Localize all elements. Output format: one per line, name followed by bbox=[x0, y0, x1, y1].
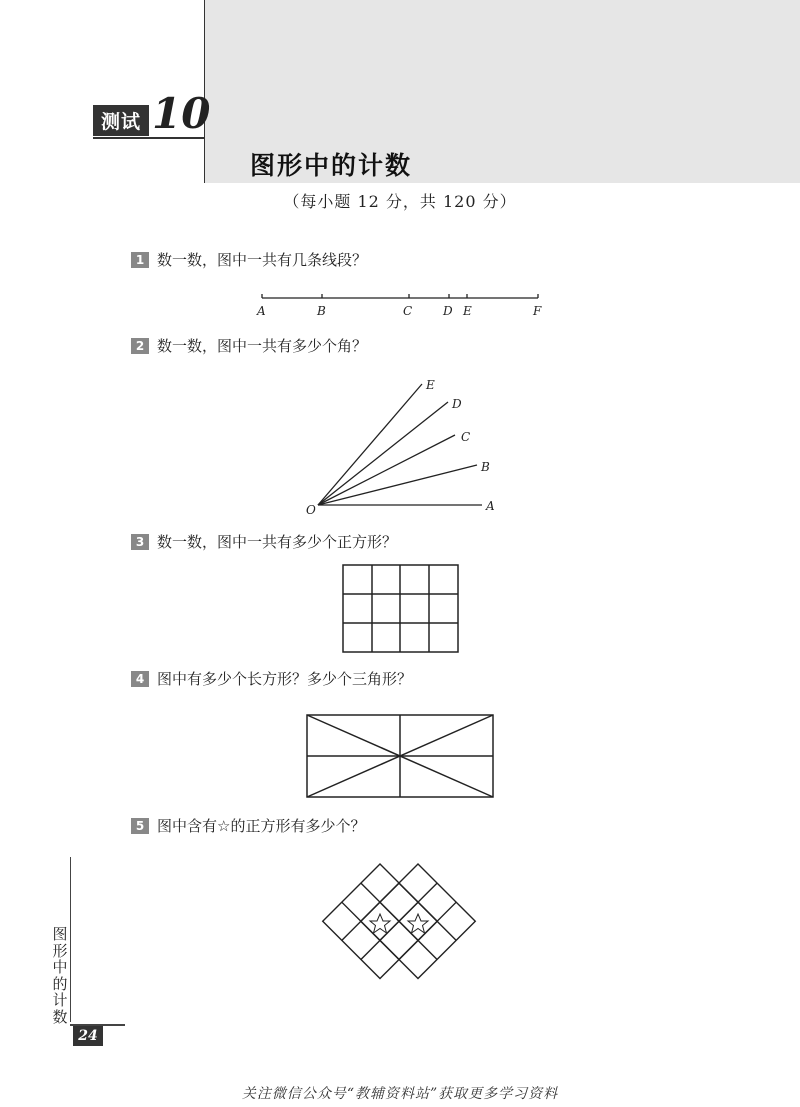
ray-od bbox=[318, 402, 448, 505]
ray-ob bbox=[318, 465, 477, 505]
question-number: 4 bbox=[131, 671, 149, 687]
figure-star-squares bbox=[0, 858, 800, 988]
question-text: 数一数，图中一共有多少个角？ bbox=[157, 337, 368, 355]
question-2 bbox=[131, 335, 367, 356]
test-badge: 测试 bbox=[93, 105, 149, 136]
figure-angles bbox=[0, 372, 800, 522]
star-icon bbox=[408, 914, 428, 933]
ray-label-d: D bbox=[452, 397, 462, 411]
ray-oe bbox=[318, 384, 422, 505]
ray-label-b: B bbox=[481, 460, 490, 474]
side-chapter-title: 图形中的计数 bbox=[52, 925, 68, 1026]
point-label-c: C bbox=[403, 304, 413, 318]
ray-label-c: C bbox=[461, 430, 471, 444]
question-4 bbox=[131, 668, 412, 689]
question-text: 数一数，图中一共有多少个正方形？ bbox=[157, 533, 398, 551]
question-text: 数一数，图中一共有几条线段？ bbox=[157, 251, 368, 269]
side-tab-rule bbox=[70, 857, 71, 1022]
point-label-d: D bbox=[443, 304, 453, 318]
question-number: 5 bbox=[131, 818, 149, 834]
point-label-a: A bbox=[257, 304, 266, 318]
ray-label-a: A bbox=[486, 499, 495, 513]
page-number: 24 bbox=[73, 1026, 103, 1046]
figure-line-segments bbox=[0, 290, 800, 330]
test-number: 10 bbox=[152, 89, 211, 138]
score-subtitle: （每小题 12 分，共 120 分） bbox=[283, 192, 517, 211]
question-3 bbox=[131, 531, 397, 552]
point-label-e: E bbox=[463, 304, 472, 318]
page-title: 图形中的计数 bbox=[250, 151, 413, 180]
question-1 bbox=[131, 249, 367, 270]
point-label-f: F bbox=[533, 304, 542, 318]
question-number: 2 bbox=[131, 338, 149, 354]
vertex-label-o: O bbox=[306, 503, 316, 517]
question-text: 图中有多少个长方形？多少个三角形？ bbox=[157, 670, 413, 688]
figure-rectangle-triangles bbox=[0, 712, 800, 802]
question-text: 图中含有☆的正方形有多少个？ bbox=[157, 817, 366, 835]
question-5 bbox=[131, 815, 365, 836]
ray-label-e: E bbox=[426, 378, 435, 392]
question-number: 3 bbox=[131, 534, 149, 550]
ray-oc bbox=[318, 435, 455, 505]
star-icon bbox=[370, 914, 390, 933]
point-label-b: B bbox=[317, 304, 326, 318]
question-number: 1 bbox=[131, 252, 149, 268]
figure-square-grid bbox=[0, 562, 800, 662]
footer-note: 关注微信公众号“教辅资料站”获取更多学习资料 bbox=[241, 1086, 559, 1102]
